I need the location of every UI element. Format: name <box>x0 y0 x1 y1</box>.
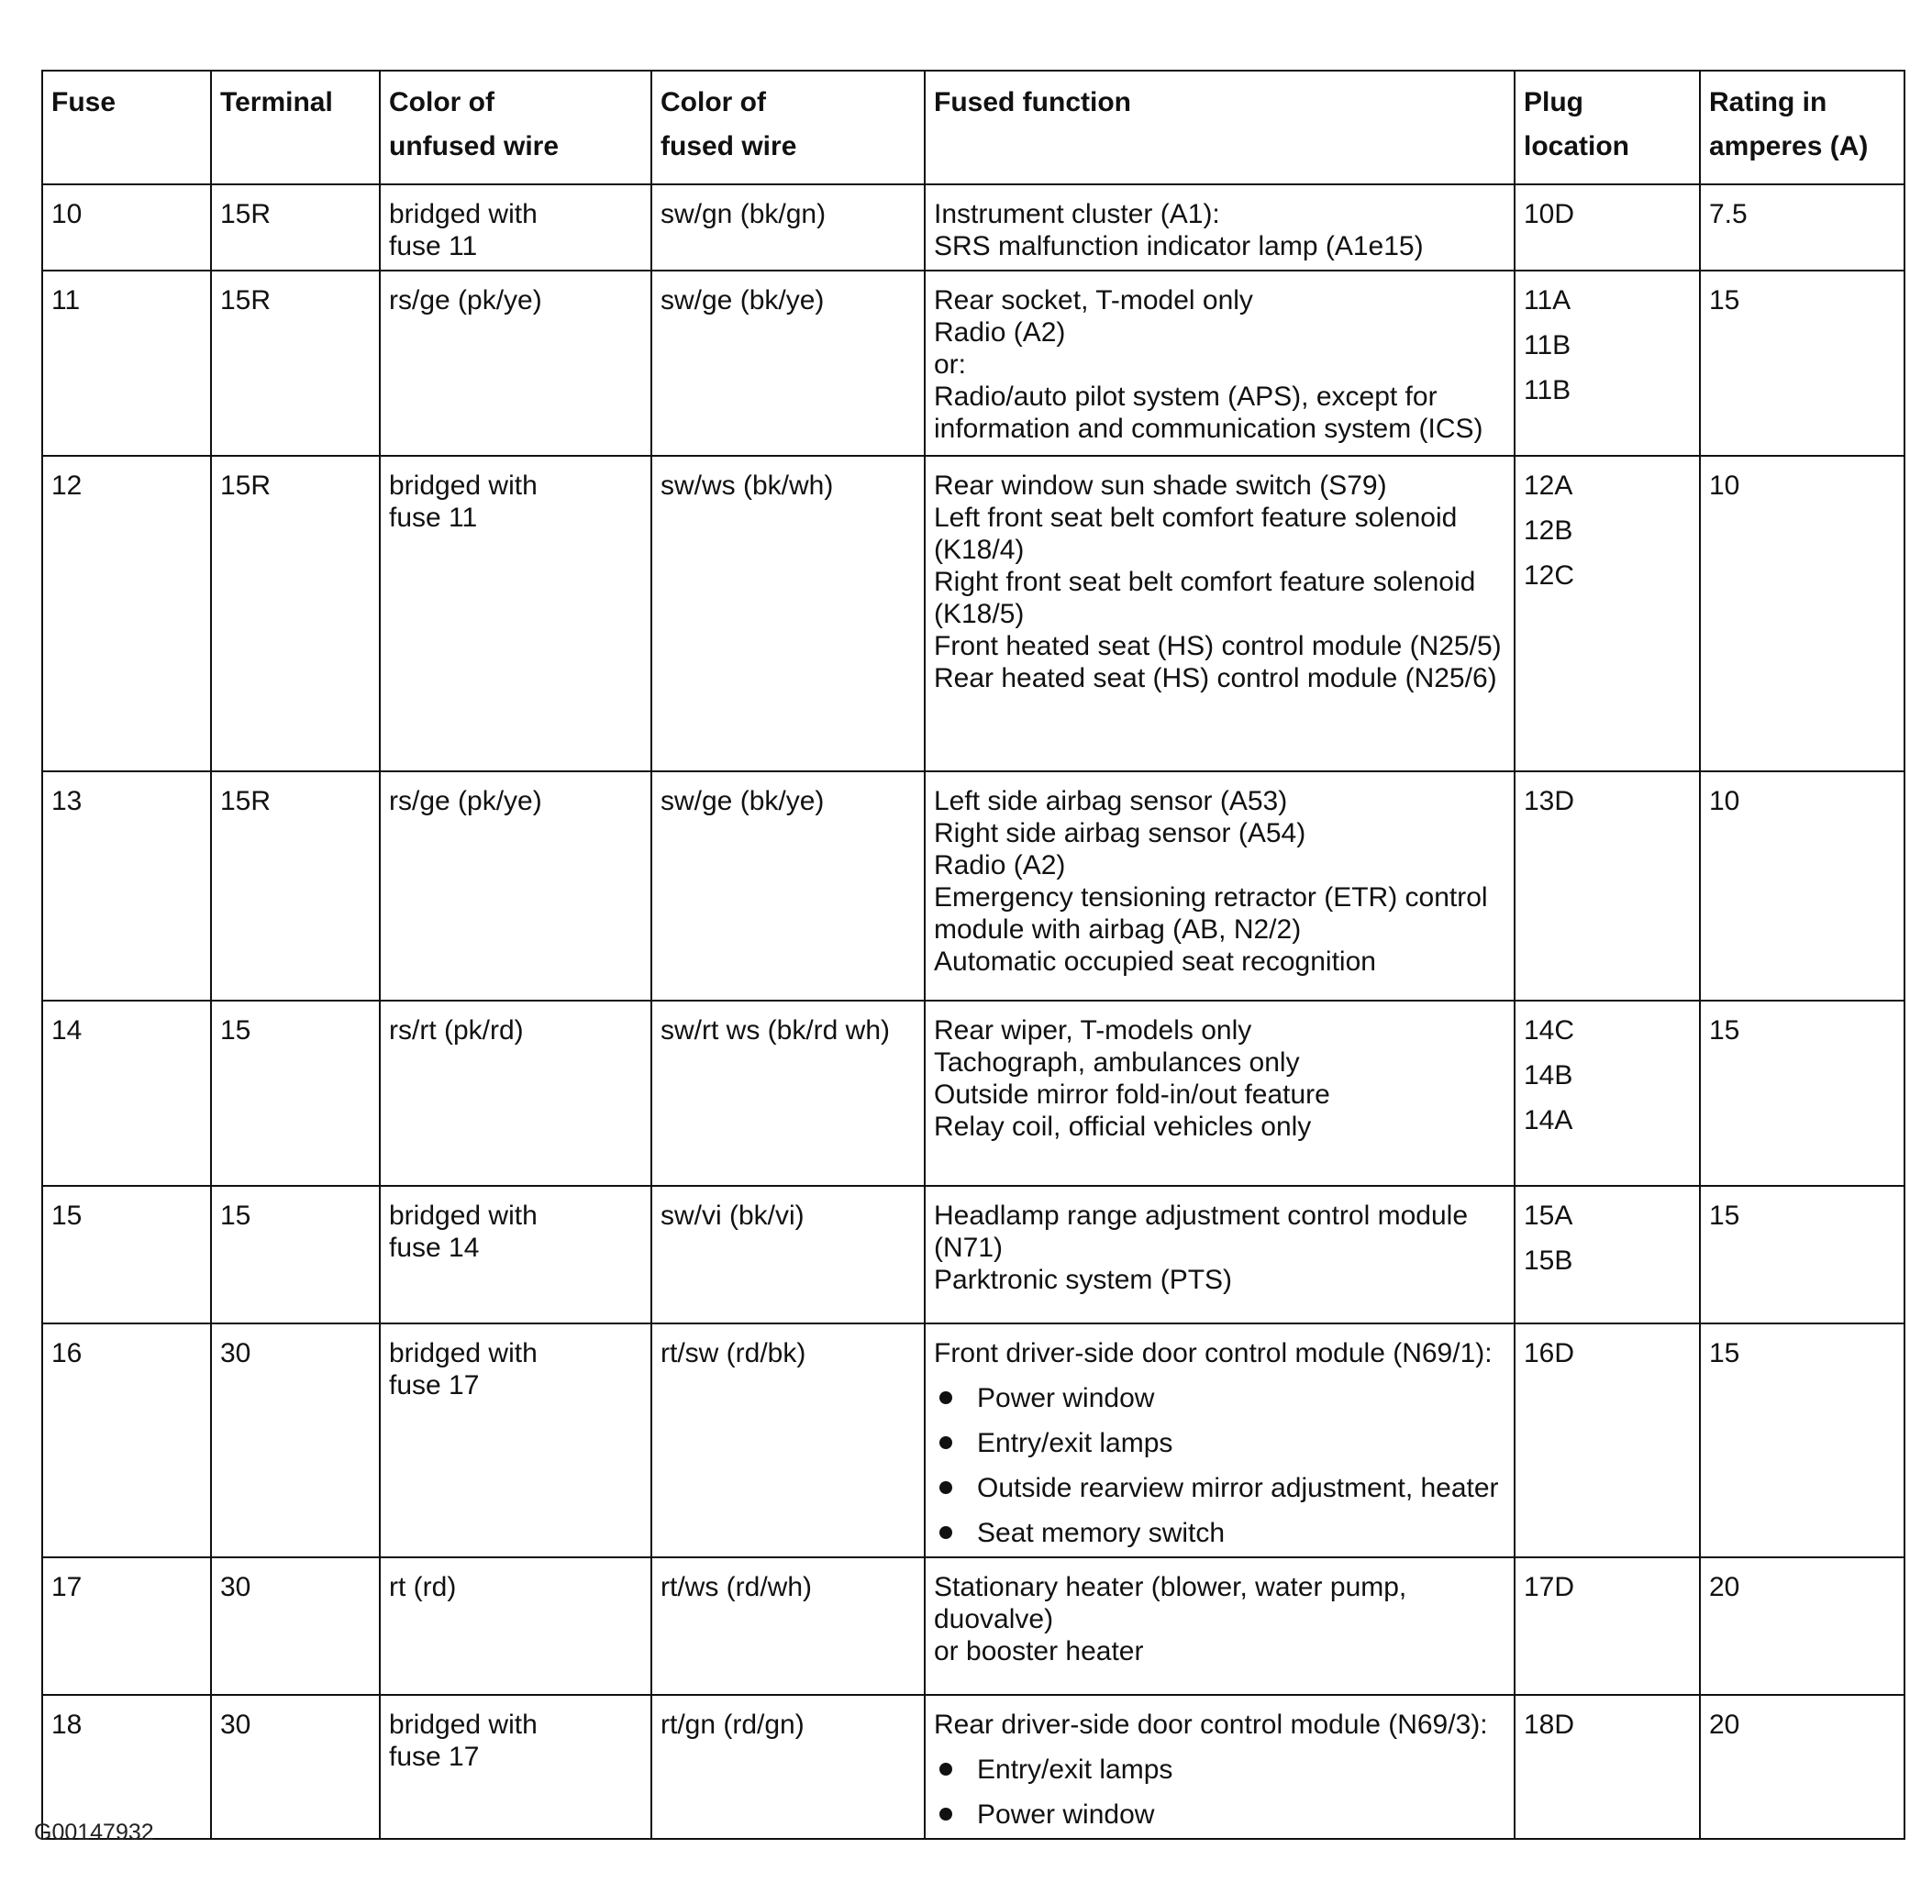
function-bullet-item <box>934 1799 1505 1831</box>
table-row <box>42 771 1904 1001</box>
function-line: Right side airbag sensor (A54) <box>934 818 1306 848</box>
function-line: module with airbag (AB, N2/2) <box>934 914 1302 945</box>
cell-fused-function <box>925 1557 1515 1695</box>
table-body <box>42 184 1904 1839</box>
function-line: or booster heater <box>934 1636 1144 1666</box>
function-line: Left front seat belt comfort feature solenoid <box>934 503 1458 533</box>
header-fused-wire: Color of fused wire <box>651 71 925 184</box>
unfused-wire-text: rs/ge (pk/ye) <box>389 786 542 816</box>
cell-fuse <box>42 1186 211 1323</box>
cell-rating <box>1700 456 1904 771</box>
cell-fused-function <box>925 1323 1515 1557</box>
function-line: Parktronic system (PTS) <box>934 1265 1233 1295</box>
function-line: Radio (A2) <box>934 317 1066 348</box>
function-line: SRS malfunction indicator lamp (A1e15) <box>934 231 1424 261</box>
function-bullet-item <box>934 1382 1505 1414</box>
function-bullet-list <box>934 1382 1505 1549</box>
bullet-text: Power window <box>977 1383 1155 1413</box>
cell-fused-wire <box>651 771 925 1001</box>
fused-wire-text: sw/ge (bk/ye) <box>661 786 825 816</box>
document-id: G00147932 <box>34 1820 154 1845</box>
cell-unfused-wire <box>380 184 651 271</box>
bullet-text: Power window <box>977 1799 1155 1830</box>
cell-plug-location <box>1515 1695 1700 1839</box>
function-line: (K18/4) <box>934 535 1025 565</box>
fused-wire-text: sw/gn (bk/gn) <box>661 199 827 229</box>
cell-unfused-wire <box>380 771 651 1001</box>
bullet-icon <box>939 1436 952 1449</box>
bullet-icon <box>939 1526 952 1539</box>
plug-code: 12C <box>1524 560 1575 591</box>
cell-fused-wire <box>651 1186 925 1323</box>
rating-value: 15 <box>1709 285 1740 315</box>
cell-plug-location <box>1515 1186 1700 1323</box>
function-line: Instrument cluster (A1): <box>934 199 1220 229</box>
function-line: Automatic occupied seat recognition <box>934 946 1376 977</box>
cell-fused-wire <box>651 184 925 271</box>
rating-value: 7.5 <box>1709 199 1748 229</box>
function-line: Rear window sun shade switch (S79) <box>934 470 1387 501</box>
fuse-number: 15 <box>51 1201 83 1231</box>
table-row <box>42 1695 1904 1839</box>
cell-plug-location <box>1515 271 1700 456</box>
header-fused-function: Fused function <box>925 71 1515 184</box>
terminal-value: 15 <box>220 1015 251 1046</box>
rating-value: 20 <box>1709 1572 1740 1602</box>
terminal-value: 15R <box>220 285 272 315</box>
function-bullet-item <box>934 1517 1505 1549</box>
plug-code: 14C <box>1524 1015 1575 1046</box>
function-heading: Front driver-side door control module (N69/1): <box>934 1338 1493 1368</box>
unfused-wire-text: bridged with <box>389 1710 538 1740</box>
table-row <box>42 184 1904 271</box>
table-row <box>42 1001 1904 1186</box>
cell-plug-location <box>1515 1001 1700 1186</box>
fuse-number: 14 <box>51 1015 83 1046</box>
bullet-icon <box>939 1481 952 1494</box>
plug-code: 11B <box>1524 330 1571 360</box>
function-line: Headlamp range adjustment control module <box>934 1201 1468 1231</box>
cell-fused-wire <box>651 1323 925 1557</box>
cell-terminal <box>211 271 380 456</box>
plug-code: 17D <box>1524 1572 1575 1602</box>
cell-terminal <box>211 1186 380 1323</box>
cell-terminal <box>211 456 380 771</box>
plug-code: 11A <box>1524 285 1571 315</box>
cell-rating <box>1700 1695 1904 1839</box>
cell-fuse <box>42 771 211 1001</box>
function-line: Relay coil, official vehicles only <box>934 1112 1312 1142</box>
bullet-icon <box>939 1391 952 1404</box>
header-unfused-wire: Color of unfused wire <box>380 71 651 184</box>
cell-rating <box>1700 1323 1904 1557</box>
function-line: Front heated seat (HS) control module (N25/5) <box>934 631 1502 661</box>
rating-value: 20 <box>1709 1710 1740 1740</box>
function-line: Emergency tensioning retractor (ETR) control <box>934 882 1488 913</box>
unfused-wire-text: fuse 11 <box>389 503 478 533</box>
header-row <box>42 71 1904 184</box>
fused-wire-text: sw/ws (bk/wh) <box>661 470 834 501</box>
cell-rating <box>1700 184 1904 271</box>
cell-fuse <box>42 271 211 456</box>
function-bullet-item <box>934 1427 1505 1459</box>
bullet-icon <box>939 1763 952 1776</box>
cell-unfused-wire <box>380 1695 651 1839</box>
cell-fused-function <box>925 184 1515 271</box>
table-row <box>42 1323 1904 1557</box>
plug-code: 13D <box>1524 786 1575 816</box>
fuse-table <box>41 70 1905 1840</box>
function-bullet-list <box>934 1754 1505 1831</box>
terminal-value: 15R <box>220 199 272 229</box>
fuse-number: 12 <box>51 470 83 501</box>
cell-fuse <box>42 1323 211 1557</box>
cell-fuse <box>42 456 211 771</box>
cell-terminal <box>211 184 380 271</box>
table-row <box>42 1557 1904 1695</box>
plug-code: 16D <box>1524 1338 1575 1368</box>
function-bullet-item <box>934 1472 1505 1504</box>
plug-code: 12A <box>1524 470 1573 501</box>
header-plug-location: Plug location <box>1515 71 1700 184</box>
unfused-wire-text: bridged with <box>389 1338 538 1368</box>
cell-rating <box>1700 771 1904 1001</box>
plug-code: 11B <box>1524 375 1571 405</box>
function-line: duovalve) <box>934 1604 1054 1634</box>
cell-fused-function <box>925 1001 1515 1186</box>
cell-unfused-wire <box>380 456 651 771</box>
plug-code: 15A <box>1524 1201 1573 1231</box>
cell-fused-wire <box>651 271 925 456</box>
cell-fuse <box>42 184 211 271</box>
cell-fuse <box>42 1695 211 1839</box>
cell-fused-function <box>925 456 1515 771</box>
fused-wire-text: sw/vi (bk/vi) <box>661 1201 805 1231</box>
fuse-number: 18 <box>51 1710 83 1740</box>
function-line: Radio/auto pilot system (APS), except for <box>934 382 1438 412</box>
function-line: (N71) <box>934 1233 1004 1263</box>
function-line: Rear wiper, T-models only <box>934 1015 1252 1046</box>
plug-code: 10D <box>1524 199 1575 229</box>
terminal-value: 15R <box>220 786 272 816</box>
terminal-value: 30 <box>220 1572 251 1602</box>
cell-plug-location <box>1515 771 1700 1001</box>
cell-fused-wire <box>651 1557 925 1695</box>
cell-fuse <box>42 1557 211 1695</box>
bullet-text: Outside rearview mirror adjustment, heater <box>977 1473 1499 1503</box>
function-bullet-item <box>934 1754 1505 1786</box>
cell-plug-location <box>1515 456 1700 771</box>
rating-value: 15 <box>1709 1015 1740 1046</box>
fused-wire-text: rt/sw (rd/bk) <box>661 1338 806 1368</box>
plug-code: 14B <box>1524 1060 1573 1090</box>
fused-wire-text: sw/rt ws (bk/rd wh) <box>661 1015 891 1046</box>
function-line: Tachograph, ambulances only <box>934 1047 1300 1078</box>
function-line: information and communication system (ICS) <box>934 414 1483 444</box>
function-line: or: <box>934 349 967 380</box>
function-line: Stationary heater (blower, water pump, <box>934 1572 1407 1602</box>
bullet-text: Entry/exit lamps <box>977 1428 1173 1458</box>
fuse-number: 17 <box>51 1572 83 1602</box>
fuse-number: 16 <box>51 1338 83 1368</box>
function-line: Outside mirror fold-in/out feature <box>934 1079 1330 1110</box>
unfused-wire-text: fuse 17 <box>389 1742 480 1772</box>
cell-plug-location <box>1515 1557 1700 1695</box>
cell-terminal <box>211 1323 380 1557</box>
plug-code: 14A <box>1524 1105 1573 1135</box>
unfused-wire-text: fuse 14 <box>389 1233 480 1263</box>
cell-terminal <box>211 1695 380 1839</box>
cell-terminal <box>211 771 380 1001</box>
header-fuse: Fuse <box>42 71 211 184</box>
function-heading: Rear driver-side door control module (N69/3): <box>934 1710 1488 1740</box>
fused-wire-text: sw/ge (bk/ye) <box>661 285 825 315</box>
cell-fused-wire <box>651 1001 925 1186</box>
cell-fused-wire <box>651 1695 925 1839</box>
cell-fused-function <box>925 771 1515 1001</box>
cell-unfused-wire <box>380 1323 651 1557</box>
cell-fuse <box>42 1001 211 1186</box>
terminal-value: 15 <box>220 1201 251 1231</box>
cell-terminal <box>211 1557 380 1695</box>
cell-fused-function <box>925 271 1515 456</box>
table-row <box>42 456 1904 771</box>
cell-rating <box>1700 1557 1904 1695</box>
cell-fused-function <box>925 1695 1515 1839</box>
cell-terminal <box>211 1001 380 1186</box>
terminal-value: 30 <box>220 1710 251 1740</box>
cell-plug-location <box>1515 184 1700 271</box>
cell-unfused-wire <box>380 1001 651 1186</box>
header-terminal: Terminal <box>211 71 380 184</box>
plug-code: 12B <box>1524 515 1573 546</box>
bullet-icon <box>939 1808 952 1821</box>
terminal-value: 30 <box>220 1338 251 1368</box>
function-line: Right front seat belt comfort feature solenoid <box>934 567 1476 597</box>
cell-unfused-wire <box>380 1557 651 1695</box>
cell-plug-location <box>1515 1323 1700 1557</box>
unfused-wire-text: rt (rd) <box>389 1572 457 1602</box>
cell-fused-function <box>925 1186 1515 1323</box>
unfused-wire-text: rs/ge (pk/ye) <box>389 285 542 315</box>
function-line: Left side airbag sensor (A53) <box>934 786 1288 816</box>
bullet-text: Entry/exit lamps <box>977 1755 1173 1785</box>
table-row <box>42 1186 1904 1323</box>
bullet-text: Seat memory switch <box>977 1518 1226 1548</box>
cell-rating <box>1700 1186 1904 1323</box>
cell-unfused-wire <box>380 271 651 456</box>
rating-value: 15 <box>1709 1338 1740 1368</box>
plug-code: 18D <box>1524 1710 1575 1740</box>
function-line: Rear heated seat (HS) control module (N25/6) <box>934 663 1497 693</box>
unfused-wire-text: rs/rt (pk/rd) <box>389 1015 524 1046</box>
function-line: Radio (A2) <box>934 850 1066 880</box>
header-rating: Rating in amperes (A) <box>1700 71 1904 184</box>
fuse-number: 13 <box>51 786 83 816</box>
unfused-wire-text: bridged with <box>389 470 538 501</box>
cell-fused-wire <box>651 456 925 771</box>
rating-value: 15 <box>1709 1201 1740 1231</box>
unfused-wire-text: bridged with <box>389 1201 538 1231</box>
function-line: Rear socket, T-model only <box>934 285 1253 315</box>
fuse-number: 11 <box>51 285 81 315</box>
unfused-wire-text: fuse 11 <box>389 231 478 261</box>
unfused-wire-text: fuse 17 <box>389 1370 480 1400</box>
fused-wire-text: rt/gn (rd/gn) <box>661 1710 805 1740</box>
table-row <box>42 271 1904 456</box>
cell-unfused-wire <box>380 1186 651 1323</box>
fused-wire-text: rt/ws (rd/wh) <box>661 1572 812 1602</box>
fuse-number: 10 <box>51 199 83 229</box>
cell-rating <box>1700 1001 1904 1186</box>
rating-value: 10 <box>1709 786 1740 816</box>
rating-value: 10 <box>1709 470 1740 501</box>
terminal-value: 15R <box>220 470 272 501</box>
unfused-wire-text: bridged with <box>389 199 538 229</box>
function-line: (K18/5) <box>934 599 1025 629</box>
cell-rating <box>1700 271 1904 456</box>
plug-code: 15B <box>1524 1245 1573 1276</box>
